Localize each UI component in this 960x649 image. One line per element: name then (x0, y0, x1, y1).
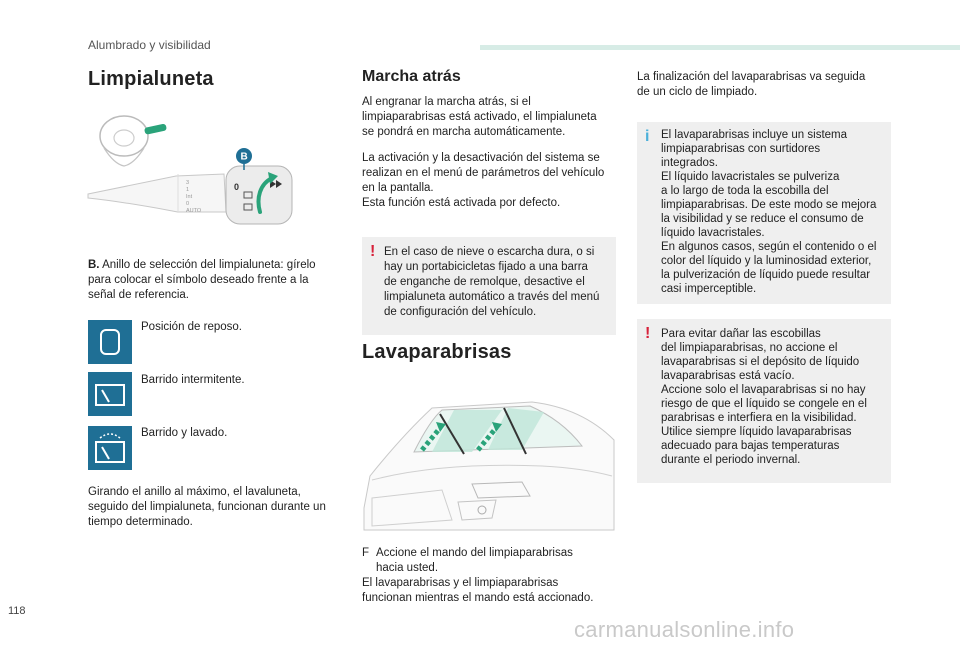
stalk-mark-0: 0 (186, 201, 190, 207)
reverse-p1-line-3: se pondrá en marcha automáticamente. (362, 126, 566, 138)
warn-rev-line-4: limpialuneta automático a través del menú (384, 291, 600, 303)
stalk-mark-3: 3 (186, 180, 190, 186)
warn-wash-line-10: durante el periodo invernal. (661, 454, 801, 466)
reverse-p2-line-3: en la pantalla. (362, 182, 434, 194)
stalk-mark-int: Int (186, 194, 193, 200)
reverse-p2-line-4: Esta función está activada por defecto. (362, 197, 561, 209)
title-lavaparabrisas: Lavaparabrisas (362, 341, 512, 363)
warn-rev-line-2: hay un portabicicletas fijado a una barra (384, 261, 588, 273)
info-line-9: En algunos casos, según el contenido o el (661, 241, 877, 253)
windshield-washer-illustration (362, 380, 616, 540)
info-line-7: la visibilidad y se reduce el consumo de (661, 213, 864, 225)
reverse-p1-line-1: Al engranar la marcha atrás, si el (362, 96, 531, 108)
title-limpialuneta: Limpialuneta (88, 68, 214, 90)
warning-icon-washer: ! (645, 325, 651, 342)
reverse-p2-line-1: La activación y la desactivación del sistema se (362, 152, 600, 164)
header-bar (480, 45, 960, 50)
col1-footer-line-3: tiempo determinado. (88, 516, 193, 528)
desc-b-line-3: señal de referencia. (88, 289, 190, 301)
callout-b: B (240, 151, 248, 163)
warning-box-reverse (362, 237, 616, 335)
intro-line-2: de un ciclo de limpiado. (637, 86, 758, 98)
warn-wash-line-9: adecuado para bajas temperaturas (661, 440, 840, 452)
stalk-mark-auto: AUTO (186, 208, 202, 214)
action-line-2: hacia usted. (376, 562, 439, 574)
reverse-p1-line-2: limpiaparabrisas está activado, el limpialuneta (362, 111, 597, 123)
warn-rev-line-3: de enganche de remolque, desactive el (384, 276, 585, 288)
info-line-11: la pulverización de líquido puede resultar (661, 269, 871, 281)
info-line-3: integrados. (661, 157, 718, 169)
info-line-8: líquido lavacristales. (661, 227, 765, 239)
warn-wash-line-3: lavaparabrisas si el depósito de líquido (661, 356, 860, 368)
position-label-off: Posición de reposo. (141, 321, 243, 333)
desc-b-line-1: Anillo de selección del limpialuneta: gírelo (102, 259, 316, 271)
steering-wheel-inset (100, 116, 167, 166)
washer-intro-text (637, 70, 892, 100)
info-washer-text (661, 128, 889, 296)
wiper-wash-icon (88, 426, 132, 470)
reverse-p2-line-2: realizan en el menú de parámetros del vehículo (362, 167, 605, 179)
action-line-1: Accione el mando del limpiaparabrisas (376, 547, 573, 559)
info-line-5: a lo largo de toda la escobilla del (661, 185, 829, 197)
stalk-mark-1: 1 (186, 187, 190, 193)
ring-mark-0: 0 (234, 182, 240, 192)
reverse-paragraph-2 (362, 151, 617, 211)
page-number: 118 (8, 605, 26, 617)
desc-ring-b (88, 258, 338, 303)
wiper-off-icon (88, 320, 132, 364)
after-line-2: funcionan mientras el mando está accionado. (362, 592, 594, 604)
info-line-12: casi imperceptible. (661, 283, 757, 295)
warning-box-washer (637, 319, 891, 483)
col1-footer-line-1: Girando el anillo al máximo, el lavaluneta, (88, 486, 301, 498)
warn-wash-line-7: parabrisas e interfiera en la visibilidad. (661, 412, 857, 424)
info-line-4: El líquido lavacristales se pulveriza (661, 171, 840, 183)
warning-washer-text (661, 327, 889, 467)
rear-wiper-stalk-illustration (86, 108, 322, 246)
reverse-paragraph-1 (362, 95, 617, 140)
info-icon: i (645, 128, 650, 145)
bullet-icon: F (362, 547, 370, 559)
section-header: Alumbrado y visibilidad (88, 38, 211, 52)
position-label-intermittent: Barrido intermitente. (141, 374, 245, 386)
warn-wash-line-4: lavaparabrisas está vacío. (661, 370, 795, 382)
info-line-1: El lavaparabrisas incluye un sistema (661, 129, 848, 141)
info-line-6: limpiaparabrisas. De este modo se mejora (661, 199, 877, 211)
title-marcha-atras: Marcha atrás (362, 68, 461, 85)
info-line-2: limpiaparabrisas con surtidores (661, 143, 821, 155)
info-line-10: color del líquido y la luminosidad exterior, (661, 255, 872, 267)
warning-reverse-text (384, 245, 612, 320)
desc-b-line-2: para colocar el símbolo deseado frente a la (88, 274, 309, 286)
warn-wash-line-1: Para evitar dañar las escobillas (661, 328, 821, 340)
col1-footer-text (88, 485, 343, 530)
warn-rev-line-5: de configuración del vehículo. (384, 306, 537, 318)
warn-wash-line-5: Accione solo el lavaparabrisas si no hay (661, 384, 866, 396)
intro-line-1: La finalización del lavaparabrisas va seguida (637, 71, 866, 83)
info-box-washer (637, 122, 891, 304)
warn-wash-line-6: riesgo de que el líquido se congele en el (661, 398, 867, 410)
warn-wash-line-2: del limpiaparabrisas, no accione el (661, 342, 838, 354)
warn-rev-line-1: En el caso de nieve o escarcha dura, o si (384, 246, 595, 258)
desc-b-label: B. (88, 259, 100, 271)
warn-wash-line-8: Utilice siempre líquido lavaparabrisas (661, 426, 852, 438)
watermark: carmanualsonline.info (574, 617, 795, 642)
after-line-1: El lavaparabrisas y el limpiaparabrisas (362, 577, 559, 589)
col1-footer-line-2: seguido del limpialuneta, funcionan durante un (88, 501, 326, 513)
warning-icon: ! (370, 243, 376, 260)
position-label-wash: Barrido y lavado. (141, 427, 228, 439)
wiper-intermittent-icon (88, 372, 132, 416)
washer-action-text (362, 546, 617, 606)
